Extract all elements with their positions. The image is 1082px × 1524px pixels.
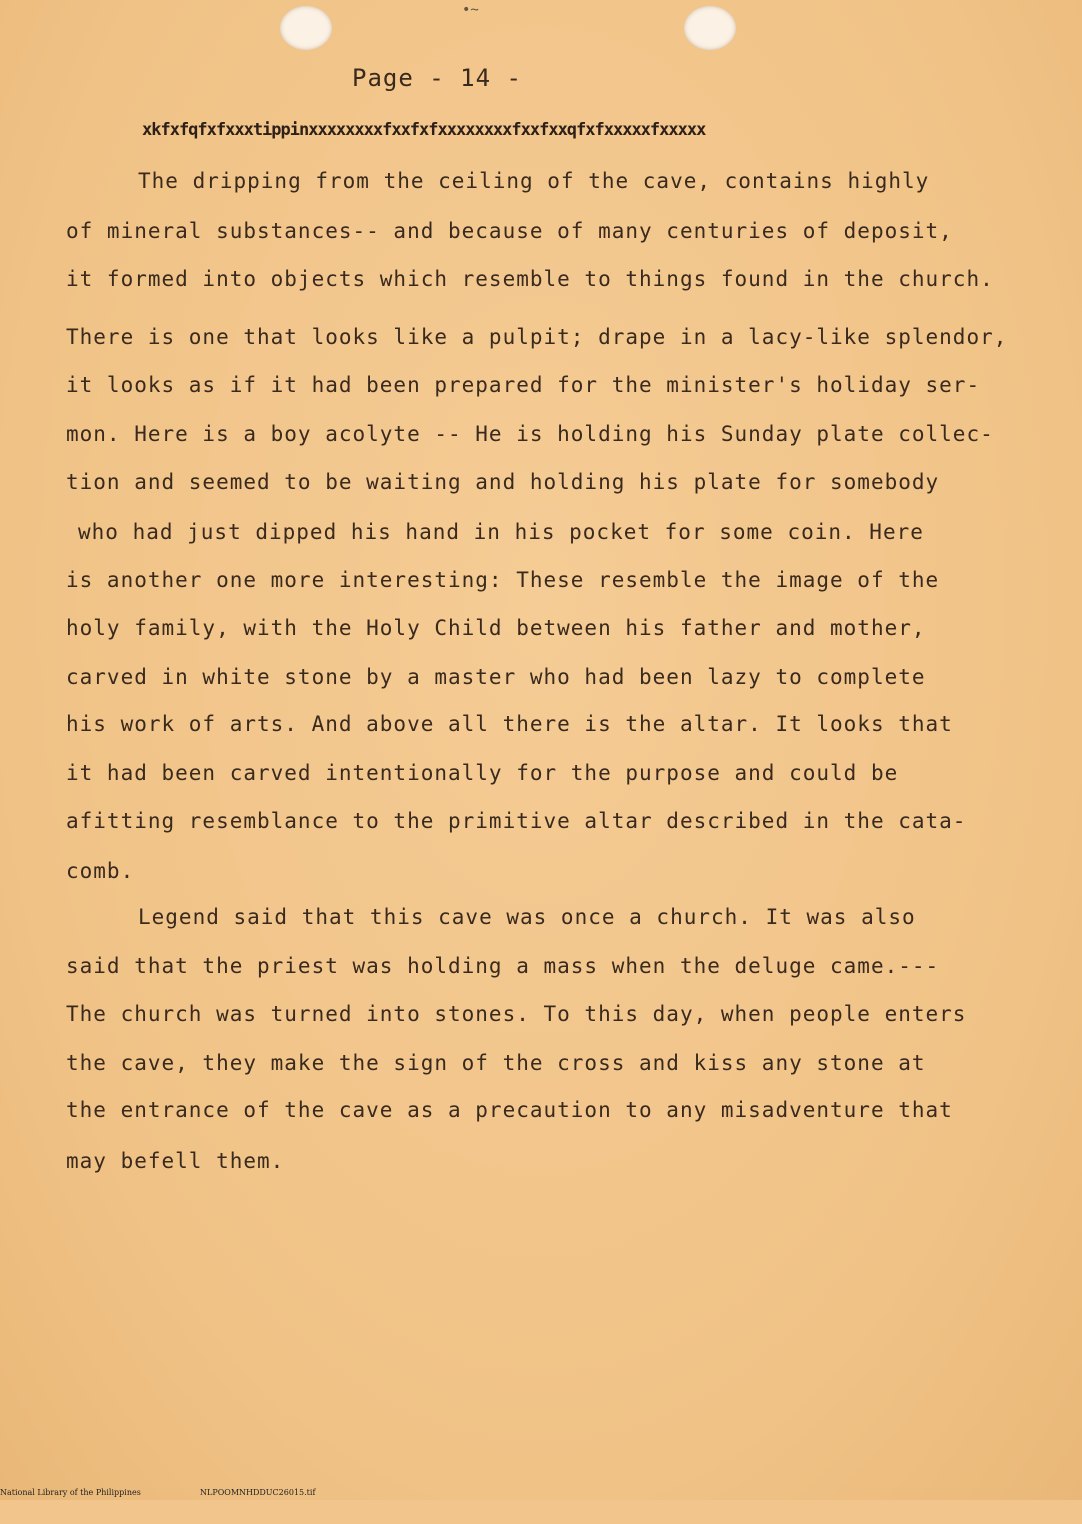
paragraph-2-line-1: Legend said that this cave was once a church. It was also (138, 905, 916, 929)
paragraph-1-line-7: tion and seemed to be waiting and holding his plate for somebody (66, 470, 940, 494)
paragraph-2-line-3: The church was turned into stones. To this day, when people enters (66, 1002, 967, 1026)
paragraph-2-line-2: said that the priest was holding a mass when the deluge came.--- (66, 954, 940, 978)
paragraph-2-line-5: the entrance of the cave as a precaution to any misadventure that (66, 1098, 953, 1122)
ink-smudge: •~ (462, 2, 479, 18)
paragraph-1-line-12: his work of arts. And above all there is the altar. It looks that (66, 712, 953, 736)
scan-footer (0, 1488, 1082, 1500)
paragraph-1-line-3: it formed into objects which resemble to things found in the church. (66, 267, 994, 291)
paragraph-1-line-8: who had just dipped his hand in his pocket for some coin. Here (78, 520, 924, 544)
paragraph-1-line-14: afitting resemblance to the primitive altar described in the cata- (66, 809, 967, 833)
paragraph-2-line-6: may befell them. (66, 1149, 285, 1173)
paragraph-1-line-11: carved in white stone by a master who had been lazy to complete (66, 665, 926, 689)
paragraph-1-line-9: is another one more interesting: These resemble the image of the (66, 568, 940, 592)
paragraph-1-line-15: comb. (66, 859, 135, 883)
struck-out-line: xkfxfqfxfxxxtippinxxxxxxxxfxxfxfxxxxxxxxfxxfxxqfxfxxxxxfxxxxx (142, 120, 706, 140)
paragraph-1-line-13: it had been carved intentionally for the purpose and could be (66, 761, 899, 785)
paragraph-2-line-4: the cave, they make the sign of the cross and kiss any stone at (66, 1051, 926, 1075)
page-number: Page - 14 - (352, 64, 522, 92)
footer-institution: National Library of the Philippines (0, 1488, 141, 1497)
paragraph-1-line-10: holy family, with the Holy Child between his father and mother, (66, 616, 926, 640)
paragraph-1-line-4: There is one that looks like a pulpit; drape in a lacy-like splendor, (66, 325, 1008, 349)
footer-file-name: NLPOOMNHDDUC26015.tif (200, 1488, 316, 1497)
paragraph-1-line-6: mon. Here is a boy acolyte -- He is holding his Sunday plate collec- (66, 422, 994, 446)
paragraph-1-line-5: it looks as if it had been prepared for the minister's holiday ser- (66, 373, 981, 397)
paragraph-1-line-1: The dripping from the ceiling of the cave, contains highly (138, 169, 930, 193)
paragraph-1-line-2: of mineral substances-- and because of many centuries of deposit, (66, 219, 953, 243)
